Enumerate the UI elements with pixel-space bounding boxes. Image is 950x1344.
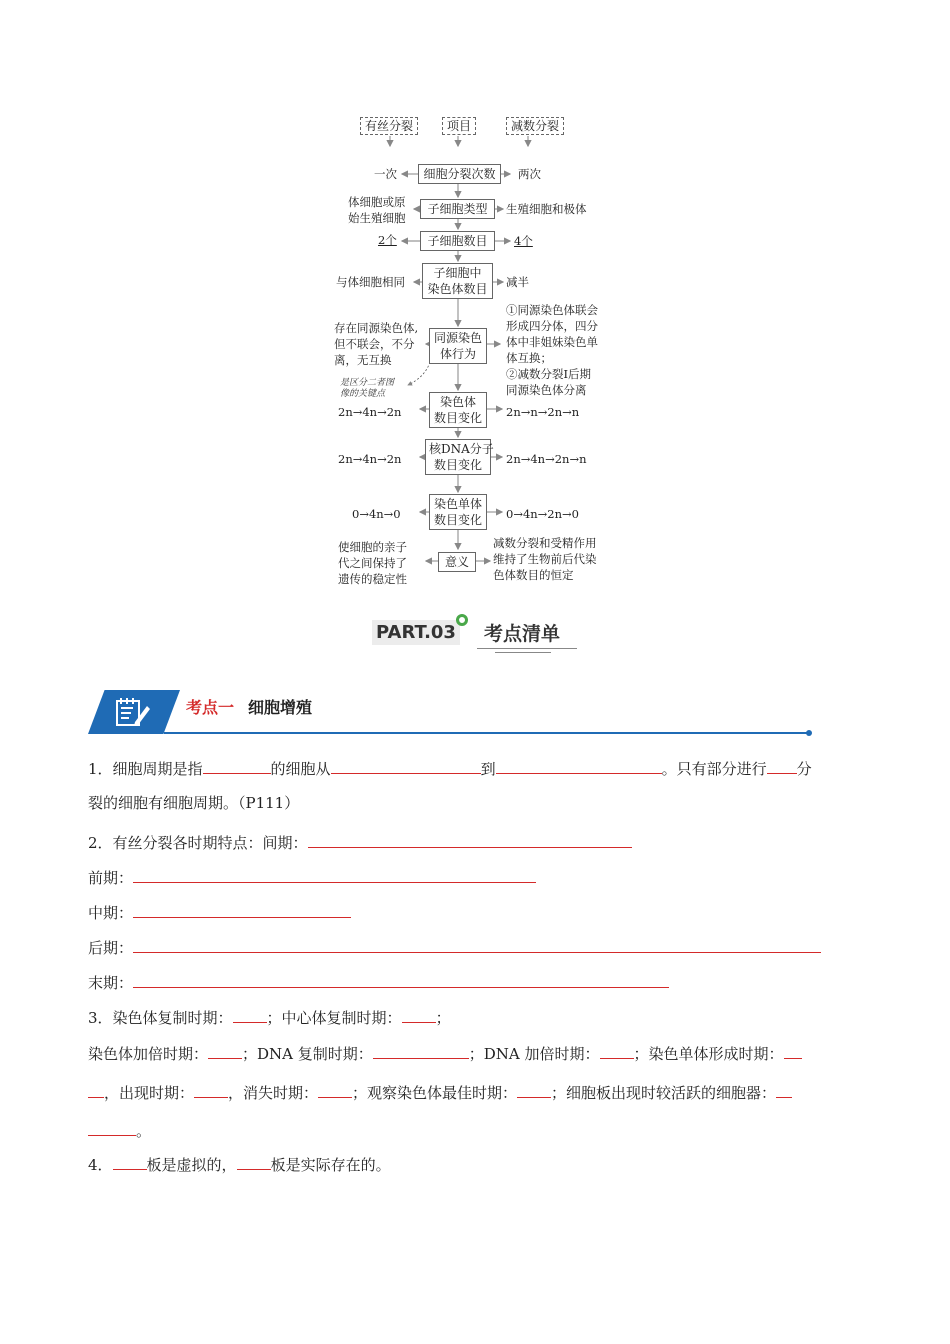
- row-daughter-type-item: 子细胞类型: [420, 199, 495, 219]
- header-item: 项目: [442, 117, 476, 135]
- row-dna-change-meiosis: 2n→4n→2n→n: [506, 452, 587, 466]
- q3-text-c: ；: [435, 1009, 451, 1027]
- section-title: 细胞增殖: [248, 698, 313, 717]
- row-division-count-meiosis: 两次: [518, 167, 541, 181]
- row-homolog-behavior-meiosis: ①同源染色体联会 形成四分体，四分 体中非姐妹染色单 体互换； ②减数分裂Ⅰ后期 同源染色体分离: [506, 303, 598, 397]
- question-4: [88, 1153, 391, 1175]
- row-chromatid-change-mitosis: 0→4n→0: [352, 507, 401, 521]
- row-chromosome-change-meiosis: 2n→n→2n→n: [506, 405, 580, 419]
- q3-blank-chromosome-replication[interactable]: [233, 1006, 267, 1023]
- row-daughter-count-mitosis: 2个: [378, 233, 397, 247]
- header-mitosis: 有丝分裂: [360, 117, 418, 135]
- q1-blank-1[interactable]: [203, 757, 271, 774]
- q3-text-f: ；DNA 加倍时期：: [468, 1045, 600, 1063]
- banner-rule-dot: [806, 730, 812, 736]
- q1-text-d: 。只有部分进行: [661, 760, 767, 778]
- q3-blank-organelle-cont[interactable]: [88, 1119, 136, 1136]
- q2-anaphase-label: 后期：: [88, 939, 134, 957]
- q3-text-l: 。: [136, 1122, 152, 1140]
- q1-blank-3[interactable]: [496, 757, 662, 774]
- question-2-prophase: [88, 866, 536, 888]
- q3-blank-chromatid-formation[interactable]: [784, 1042, 802, 1059]
- comparison-diagram: [330, 112, 620, 590]
- question-3-line-3: [88, 1081, 792, 1103]
- q3-text-g: ；染色单体形成时期：: [633, 1045, 784, 1063]
- q3-blank-appearance[interactable]: [194, 1081, 228, 1098]
- question-2: [88, 831, 632, 853]
- q4-text-a: 4．: [88, 1156, 113, 1174]
- circle-icon: [456, 614, 468, 626]
- row-division-count-item: 细胞分裂次数: [418, 164, 501, 184]
- q3-text-j: ；观察染色体最佳时期：: [352, 1084, 518, 1102]
- row-chromosome-change-item: 染色体 数目变化: [429, 392, 487, 428]
- question-3-line-1: [88, 1006, 451, 1028]
- q2-telophase-blank[interactable]: [133, 971, 669, 988]
- notepad-pencil-icon: [115, 698, 151, 728]
- row-significance-meiosis: 减数分裂和受精作用 维持了生物前后代染 色体数目的恒定: [493, 536, 597, 582]
- q3-text-e: ；DNA 复制时期：: [242, 1045, 373, 1063]
- row-homolog-behavior-item: 同源染色 体行为: [429, 328, 487, 364]
- row-chromosome-count-item: 子细胞中 染色体数目: [422, 263, 493, 299]
- q3-text-i: ，消失时期：: [228, 1084, 319, 1102]
- q3-blank-dna-replication[interactable]: [373, 1042, 469, 1059]
- q1-blank-2[interactable]: [331, 757, 481, 774]
- row-chromatid-change-item: 染色单体 数目变化: [429, 494, 487, 530]
- title-underline: [477, 648, 577, 649]
- q2-metaphase-label: 中期：: [88, 904, 134, 922]
- q3-text-k: ；细胞板出现时较活跃的细胞器：: [551, 1084, 777, 1102]
- q1-text-e: 分: [796, 760, 812, 778]
- question-2-anaphase: [88, 936, 821, 958]
- row-daughter-count-meiosis: 4个: [514, 234, 533, 248]
- q2-metaphase-blank[interactable]: [133, 901, 351, 918]
- q2-prophase-label: 前期：: [88, 869, 134, 887]
- handwritten-note: 是区分二者图 像的关键点: [340, 378, 395, 399]
- q3-blank-centrosome-replication[interactable]: [402, 1006, 436, 1023]
- question-3-line-2: [88, 1042, 802, 1064]
- row-significance-mitosis: 使细胞的亲子 代之间保持了 遗传的稳定性: [338, 540, 407, 586]
- part-label: PART.03: [372, 620, 460, 645]
- question-3-line-4: [88, 1119, 151, 1141]
- part-heading: [372, 614, 592, 654]
- q2-prophase-blank[interactable]: [133, 866, 536, 883]
- row-division-count-mitosis: 一次: [374, 167, 397, 181]
- q4-text-c: 板是实际存在的。: [270, 1156, 391, 1174]
- row-dna-change-item: 核DNA分子 数目变化: [425, 439, 491, 475]
- row-dna-change-mitosis: 2n→4n→2n: [338, 452, 402, 466]
- q2-telophase-label: 末期：: [88, 974, 134, 992]
- row-daughter-type-meiosis: 生殖细胞和极体: [506, 202, 587, 216]
- q1-text-c: 到: [480, 760, 496, 778]
- row-daughter-type-mitosis: 体细胞或原 始生殖细胞: [348, 195, 406, 225]
- q3-text-h: ，出现时期：: [104, 1084, 195, 1102]
- header-meiosis: 减数分裂: [506, 117, 564, 135]
- row-chromosome-count-meiosis: 减半: [506, 275, 529, 289]
- q4-blank-real-plate[interactable]: [237, 1153, 271, 1170]
- section-number: 考点一: [186, 698, 235, 717]
- q2-text: 2．有丝分裂各时期特点：间期：: [88, 834, 308, 852]
- q3-text-a: 3．染色体复制时期：: [88, 1009, 233, 1027]
- row-significance-item: 意义: [438, 552, 476, 572]
- q3-text-d: 染色体加倍时期：: [88, 1045, 209, 1063]
- row-chromatid-change-meiosis: 0→4n→2n→0: [506, 507, 579, 521]
- row-daughter-count-item: 子细胞数目: [420, 231, 495, 251]
- q4-blank-virtual-plate[interactable]: [113, 1153, 147, 1170]
- title-underline-short: [495, 652, 551, 653]
- banner-rule: [164, 732, 809, 734]
- section-banner: [88, 690, 818, 738]
- q3-blank-disappearance[interactable]: [318, 1081, 352, 1098]
- q3-text-b: ；中心体复制时期：: [266, 1009, 402, 1027]
- q4-text-b: 板是虚拟的，: [146, 1156, 237, 1174]
- q1-text-a: 1．细胞周期是指: [88, 760, 203, 778]
- q1-blank-4[interactable]: [767, 757, 797, 774]
- row-chromosome-change-mitosis: 2n→4n→2n: [338, 405, 402, 419]
- q1-text-b: 的细胞从: [270, 760, 331, 778]
- q3-blank-dna-doubling[interactable]: [600, 1042, 634, 1059]
- q3-blank-best-observation[interactable]: [517, 1081, 551, 1098]
- q3-blank-chromatid-formation-cont[interactable]: [88, 1081, 104, 1098]
- row-homolog-behavior-mitosis: 存在同源染色体, 但不联会，不分 离，无互换: [334, 321, 419, 367]
- q3-blank-chromosome-doubling[interactable]: [208, 1042, 242, 1059]
- q2-anaphase-blank[interactable]: [133, 936, 821, 953]
- question-1-line-1: [88, 757, 812, 779]
- q2-interphase-blank[interactable]: [308, 831, 632, 848]
- question-2-telophase: [88, 971, 669, 993]
- q3-blank-organelle[interactable]: [776, 1081, 792, 1098]
- row-chromosome-count-mitosis: 与体细胞相同: [336, 275, 405, 289]
- part-title: 考点清单: [484, 623, 561, 645]
- question-2-metaphase: [88, 901, 351, 923]
- question-1-line-2: 裂的细胞有细胞周期。（P111）: [88, 794, 300, 812]
